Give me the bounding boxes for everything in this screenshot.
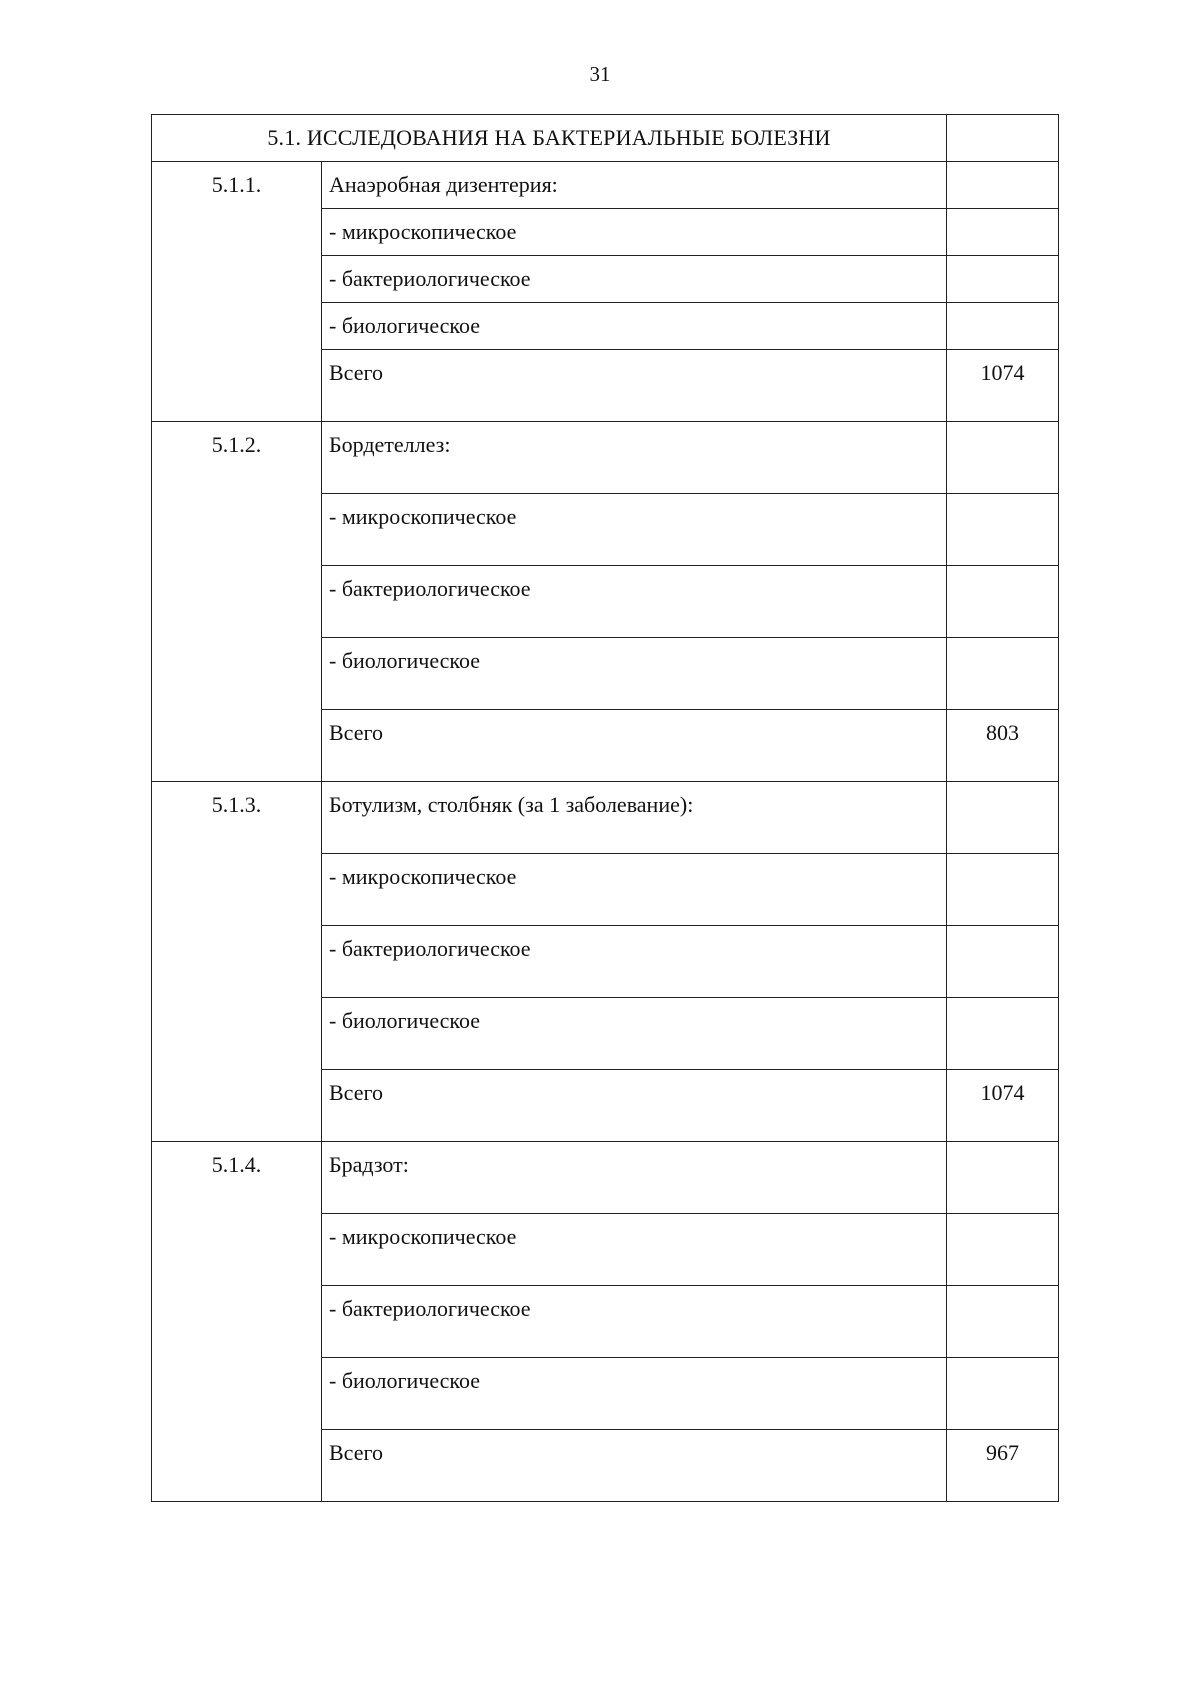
- row-label: Всего: [322, 1070, 947, 1142]
- row-label: Всего: [322, 710, 947, 782]
- row-label: - бактериологическое: [322, 256, 947, 303]
- row-value: [947, 782, 1059, 854]
- row-total-value: 1074: [947, 1070, 1059, 1142]
- section-number: 5.1.2.: [152, 422, 322, 782]
- table-title: 5.1. ИССЛЕДОВАНИЯ НА БАКТЕРИАЛЬНЫЕ БОЛЕЗНИ: [152, 115, 947, 162]
- row-label: Бордетеллез:: [322, 422, 947, 494]
- row-total-value: 1074: [947, 350, 1059, 422]
- row-value: [947, 1142, 1059, 1214]
- row-value: [947, 303, 1059, 350]
- row-total-value: 967: [947, 1430, 1059, 1502]
- table-row: [152, 782, 1059, 854]
- row-value: [947, 209, 1059, 256]
- row-label: - биологическое: [322, 998, 947, 1070]
- row-label: - бактериологическое: [322, 1286, 947, 1358]
- row-total-value: 803: [947, 710, 1059, 782]
- table-row: [152, 1142, 1059, 1214]
- row-label: - бактериологическое: [322, 566, 947, 638]
- table-title-row: [152, 115, 1059, 162]
- row-value: [947, 1286, 1059, 1358]
- row-value: [947, 256, 1059, 303]
- row-label: - микроскопическое: [322, 494, 947, 566]
- row-label: Всего: [322, 350, 947, 422]
- row-label: - биологическое: [322, 303, 947, 350]
- row-value: [947, 854, 1059, 926]
- section-number: 5.1.1.: [152, 162, 322, 422]
- row-value: [947, 162, 1059, 209]
- row-value: [947, 998, 1059, 1070]
- row-label: - биологическое: [322, 638, 947, 710]
- row-label: - биологическое: [322, 1358, 947, 1430]
- section-number: 5.1.4.: [152, 1142, 322, 1502]
- table-row: [152, 422, 1059, 494]
- page-number: 31: [589, 62, 611, 86]
- row-label: - микроскопическое: [322, 1214, 947, 1286]
- row-value: [947, 926, 1059, 998]
- row-label: - микроскопическое: [322, 209, 947, 256]
- section-number: 5.1.3.: [152, 782, 322, 1142]
- row-label: Анаэробная дизентерия:: [322, 162, 947, 209]
- row-value: [947, 494, 1059, 566]
- row-value: [947, 638, 1059, 710]
- row-label: Ботулизм, столбняк (за 1 заболевание):: [322, 782, 947, 854]
- row-label: - микроскопическое: [322, 854, 947, 926]
- row-value: [947, 1214, 1059, 1286]
- row-value: [947, 1358, 1059, 1430]
- row-value: [947, 566, 1059, 638]
- row-label: Брадзот:: [322, 1142, 947, 1214]
- services-table: [151, 114, 1059, 1502]
- table-row: [152, 162, 1059, 209]
- row-label: Всего: [322, 1430, 947, 1502]
- title-value-cell: [947, 115, 1059, 162]
- row-label: - бактериологическое: [322, 926, 947, 998]
- row-value: [947, 422, 1059, 494]
